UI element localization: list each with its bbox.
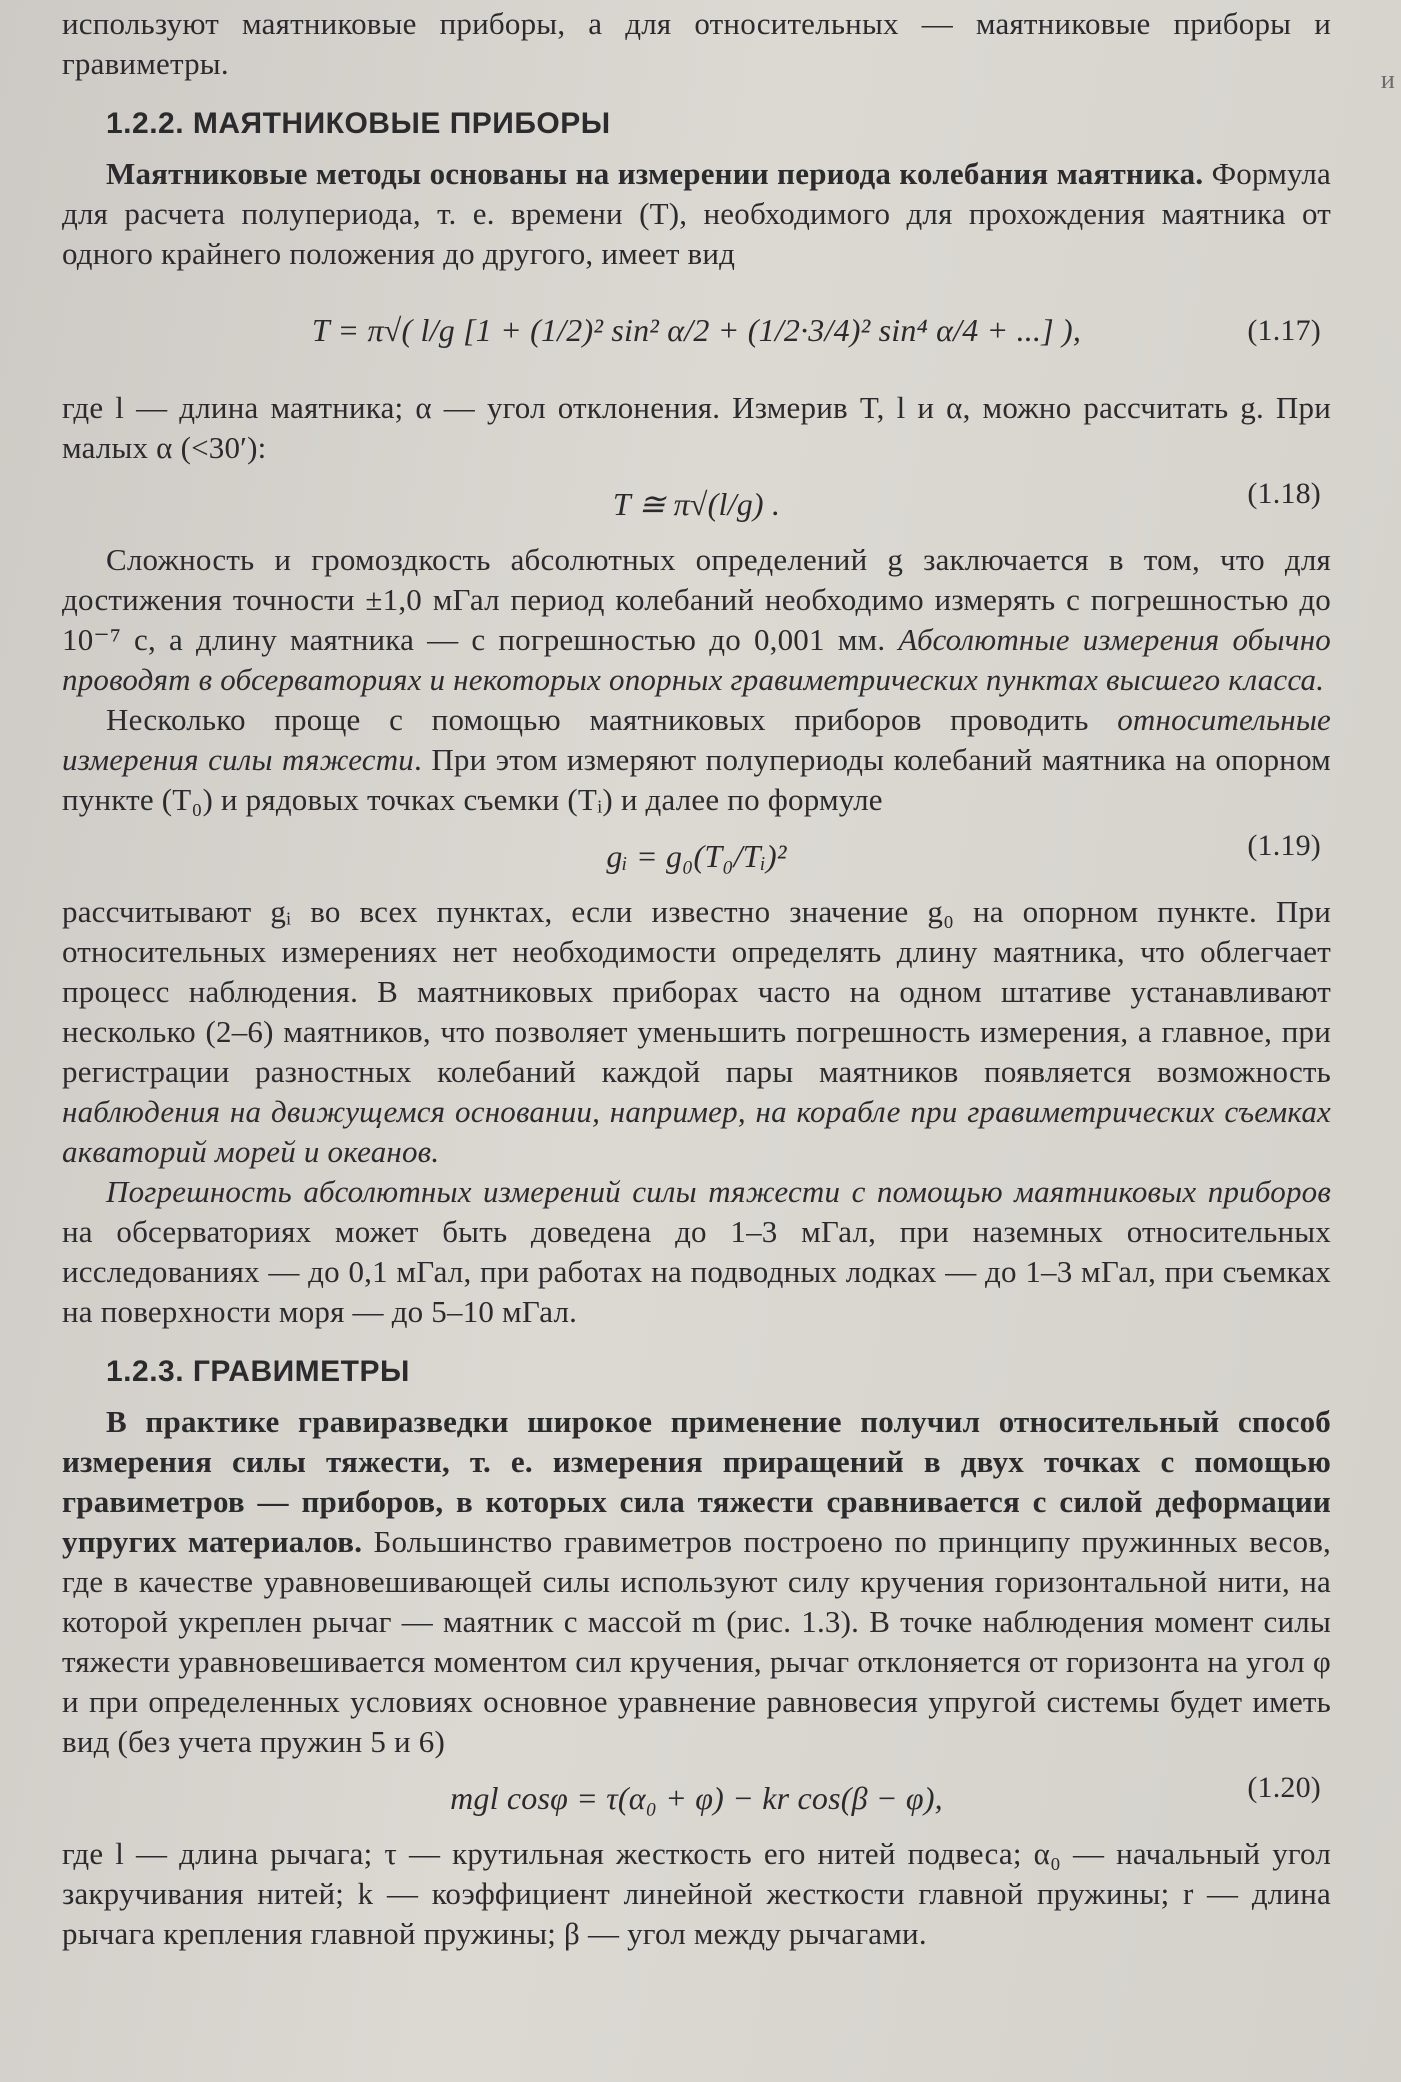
formula-1-17 bbox=[62, 286, 1331, 376]
italic-text: Погрешность абсолютных измерений силы тяжести с помощью маятниковых приборов bbox=[106, 1174, 1331, 1209]
section-heading-gravimeters: 1.2.3. ГРАВИМЕТРЫ bbox=[106, 1355, 410, 1388]
paragraph-variables: где l — длина маятника; α — угол отклонения. Измерив T, l и α, можно рассчитать g. При малых α (<30′): bbox=[62, 390, 1331, 465]
formula-number: (1.18) bbox=[1247, 477, 1321, 510]
italic-text: наблюдения на движущемся основании, например, на корабле при гравиметрических съемках акваторий морей и океанов. bbox=[62, 1094, 1331, 1169]
formula-1-19 bbox=[62, 829, 1331, 880]
paragraph-text: на обсерваториях может быть доведена до 1–3 мГал, при наземных относительных исследованиях — до 0,1 мГал, при работах на подводных лодках — до 1–3 мГал, при съемках на поверхности моря — до 5–10 мГал. bbox=[62, 1214, 1331, 1329]
italic-text: относительные измерения силы тяжести bbox=[62, 702, 1331, 777]
formula-expression: T ≅ π√(l/g) . bbox=[612, 486, 781, 522]
paragraph-text: Формула для расчета полупериода, т. е. времени (T), необходимого для прохождения маятника от одного крайнего положения до другого, имеет вид bbox=[62, 156, 1332, 271]
formula-expression: mgl cosφ = τ(α₀ + φ) − kr cos(β − φ), bbox=[450, 1780, 943, 1816]
paragraph-text: Несколько проще с помощью маятниковых приборов проводить bbox=[106, 702, 1118, 737]
paragraph-text: . При этом измеряют полупериоды колебаний маятника на опорном пункте (T₀) и рядовых точках съемки (Tᵢ) и далее по формуле bbox=[62, 742, 1331, 817]
formula-expression: gᵢ = g₀(T₀/Tᵢ)² bbox=[606, 838, 787, 874]
paragraph-gravimeters bbox=[62, 1402, 1331, 1762]
italic-text: Абсолютные измерения обычно проводят в обсерваториях и некоторых опорных гравиметрических пунктах высшего класса. bbox=[62, 622, 1332, 697]
formula-1-18 bbox=[62, 477, 1331, 528]
paragraph-pendulum-methods bbox=[62, 154, 1331, 274]
paragraph-text: Сложность и громоздкость абсолютных определений g заключается в том, что для достижения точности ±1,0 мГал период колебаний необходимо измерять с погрешностью до 10⁻⁷ с, а длину маятника — с погрешностью до 0,001 мм. bbox=[62, 542, 1331, 657]
intro-paragraph: используют маятниковые приборы, а для относительных — маятниковые приборы и гравиметры. bbox=[62, 6, 1331, 81]
paragraph-text: Большинство гравиметров построено по принципу пружинных весов, где в качестве уравновешивающей силы используют силу кручения горизонтальной нити, на которой укреплен рычаг — маятник с массой m (рис. 1.3). В точке наблюдения момент силы тяжести уравновешивается моментом сил кручения, рычаг отклоняется от горизонта на угол φ и при определенных условиях основное уравнение равновесия упругой системы будет иметь вид (без учета пружин 5 и 6) bbox=[62, 1524, 1331, 1759]
section-heading-pendulum: 1.2.2. МАЯТНИКОВЫЕ ПРИБОРЫ bbox=[106, 107, 611, 140]
formula-number: (1.19) bbox=[1247, 829, 1321, 862]
paragraph-accuracy bbox=[62, 1172, 1331, 1332]
formula-1-20 bbox=[62, 1771, 1331, 1822]
paragraph-relative-measurements bbox=[62, 700, 1331, 820]
formula-expression: T = π√( l/g [1 + (1/2)² sin² α/2 + (1/2·3/4)² sin⁴ α/4 + ...] ), bbox=[311, 312, 1082, 348]
paragraph-equation-variables: где l — длина рычага; τ — крутильная жесткость его нитей подвеса; α₀ — начальный угол закручивания нитей; k — коэффициент линейной жесткости главной пружины; r — длина рычага крепления главной пружины; β — угол между рычагами. bbox=[62, 1836, 1331, 1951]
paragraph-text: рассчитывают gᵢ во всех пунктах, если известно значение g₀ на опорном пункте. При относительных измерениях нет необходимости определять длину маятника, что облегчает процесс наблюдения. В маятниковых приборах часто на одном штативе устанавливают несколько (2–6) маятников, что позволяет уменьшить погрешность измерения, а главное, при регистрации разностных колебаний каждой пары маятников появляется возможность bbox=[62, 894, 1331, 1089]
lead-text: В практике гравиразведки широкое применение получил относительный способ измерения силы тяжести, т. е. измерения приращений в двух точках с помощью гравиметров — приборов, в которых сила тяжести сравнивается с силой деформации упругих материалов. bbox=[62, 1404, 1331, 1559]
formula-number: (1.17) bbox=[1247, 314, 1321, 347]
paragraph-pendulum-devices bbox=[62, 892, 1331, 1172]
paragraph-absolute-complexity bbox=[62, 540, 1331, 700]
lead-text: Маятниковые методы основаны на измерении периода колебания маятника. bbox=[106, 156, 1204, 191]
margin-mark: и bbox=[1380, 65, 1395, 94]
formula-number: (1.20) bbox=[1247, 1771, 1321, 1804]
